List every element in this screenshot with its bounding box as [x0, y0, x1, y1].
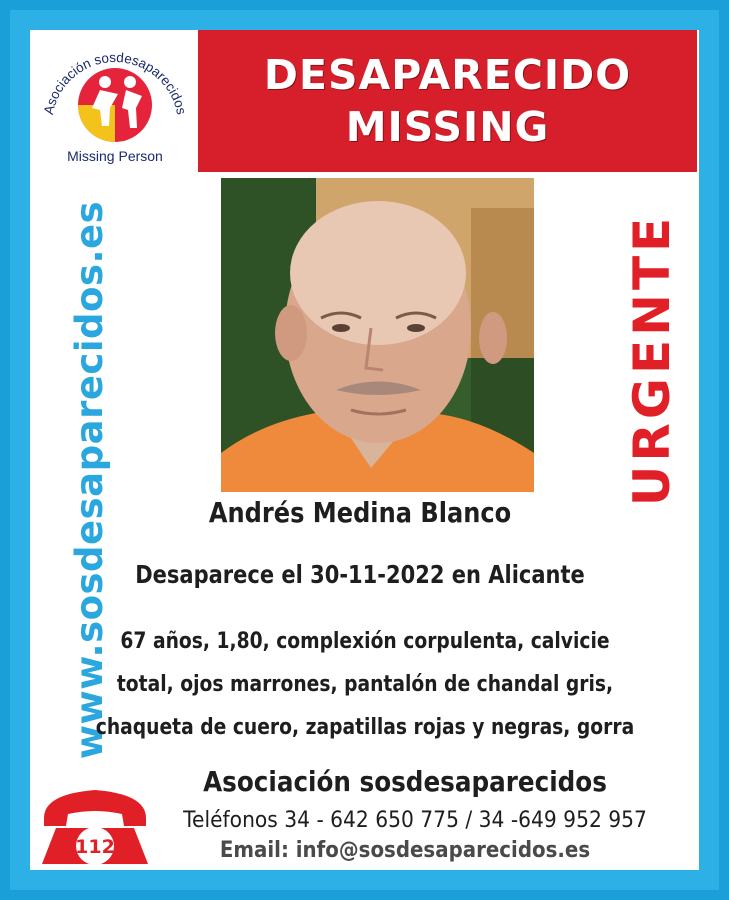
contact-phones: Teléfonos 34 - 642 650 775 / 34 -649 952 957 [183, 808, 647, 833]
contact-email: Email: info@sosdesaparecidos.es [219, 838, 591, 863]
person-name: Andrés Medina Blanco [208, 496, 512, 529]
person-photo [221, 178, 534, 492]
emergency-number: 112 [75, 836, 115, 858]
logo-arc-text: Asociación sosdesaparecidos [40, 49, 190, 116]
disappearance-info: Desaparece el 30-11-2022 en Alicante [135, 560, 585, 589]
logo-caption: Missing Person [67, 148, 163, 164]
urgent-label: URGENTE [623, 213, 681, 507]
association-logo [30, 30, 200, 170]
missing-banner [198, 30, 697, 172]
telephone-icon [36, 780, 154, 866]
website-url: www.sosdesaparecidos.es [68, 200, 111, 760]
person-description [89, 620, 642, 749]
urgent-label-container [612, 180, 692, 540]
description-line: chaqueta de cuero, zapatillas rojas y negras, gorra [95, 715, 635, 740]
description-line: total, ojos marrones, pantalón de chandal gris, [116, 672, 614, 697]
banner-title-es: DESAPARECIDO [263, 51, 632, 99]
banner-title-en: MISSING [345, 103, 550, 151]
association-name: Asociación sosdesaparecidos [203, 765, 607, 798]
description-line: 67 años, 1,80, complexión corpulenta, calvicie [120, 629, 610, 654]
logo-emblem-icon [30, 30, 200, 150]
